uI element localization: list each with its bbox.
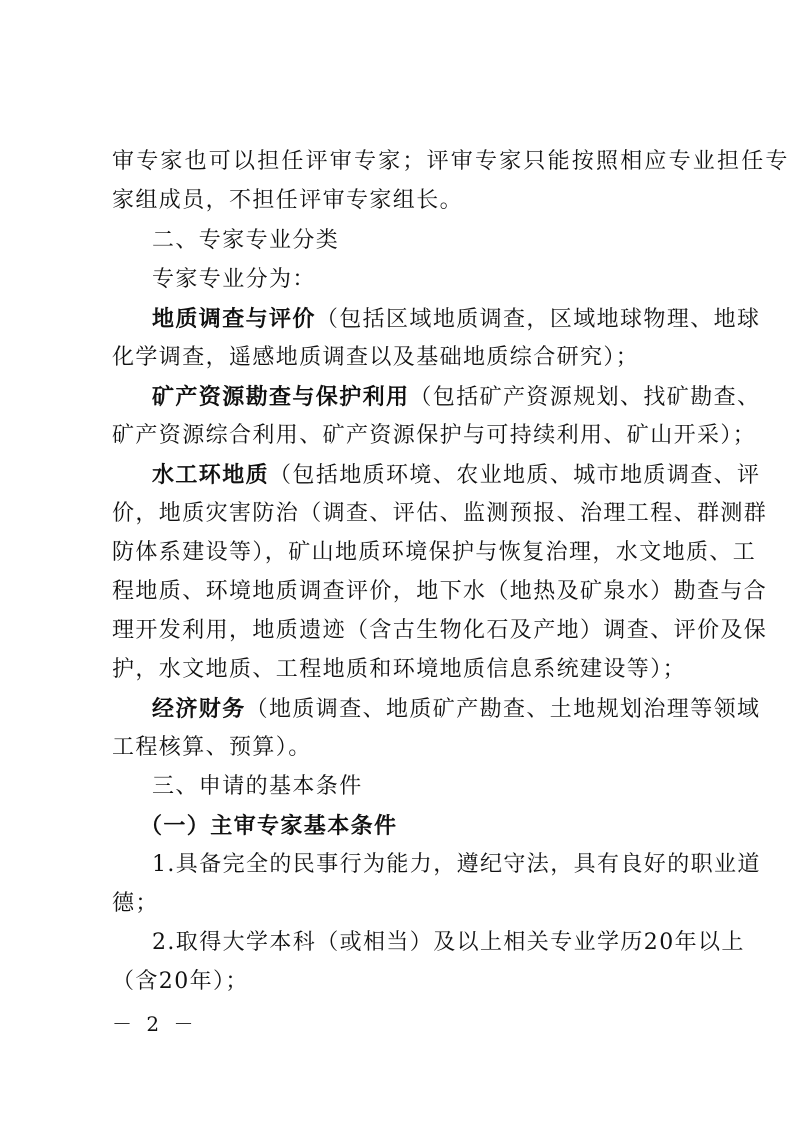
category-paragraph-line (152, 460, 760, 491)
category-description: （地质调查、地质矿产勘查、土地规划治理等领域 (245, 697, 761, 722)
paragraph-line: 工程核算、预算）。 (112, 735, 312, 760)
paragraph-line: 化学调查，遥感地质调查以及基础地质综合研究）； (112, 345, 640, 370)
paragraph-line: 专家专业分为： (152, 267, 316, 292)
section-heading: 二、专家专业分类 (152, 228, 340, 253)
category-term: 地质调查与评价 (152, 306, 316, 332)
list-item-line: 2.取得大学本科（或相当）及以上相关专业学历20年以上 (152, 930, 745, 955)
category-description: （包括矿产资源规划、找矿勘查、 (409, 385, 761, 410)
paragraph-line: 防体系建设等），矿山地质环境保护与恢复治理，水文地质、工 (112, 540, 757, 565)
category-paragraph-line (152, 382, 760, 413)
category-term: 水工环地质 (152, 462, 270, 488)
paragraph-line: 审专家也可以担任评审专家；评审专家只能按照相应专业担任专 (112, 149, 790, 174)
category-paragraph-line (152, 694, 760, 725)
paragraph-line: 护，水文地质、工程地质和环境地质信息系统建设等）； (112, 657, 687, 682)
paragraph-line: （含20年）； (112, 969, 249, 994)
page-number: － 2 － (112, 1012, 198, 1036)
paragraph-line: 矿产资源综合利用、矿产资源保护与可持续利用、矿山开采）； (112, 423, 757, 448)
category-term: 经济财务 (152, 696, 246, 722)
subsection-heading: （一）主审专家基本条件 (140, 813, 398, 839)
category-term: 矿产资源勘查与保护利用 (152, 384, 410, 410)
paragraph-line: 理开发利用，地质遗迹（含古生物化石及产地）调查、评价及保 (112, 618, 768, 643)
section-heading: 三、申请的基本条件 (152, 774, 363, 799)
paragraph-line: 家组成员，不担任评审专家组长。 (112, 188, 464, 213)
paragraph-line: 德； (112, 891, 159, 916)
paragraph-line: 价，地质灾害防治（调查、评估、监测预报、治理工程、群测群 (112, 501, 768, 526)
category-description: （包括区域地质调查，区域地球物理、地球 (315, 307, 761, 332)
category-paragraph-line (152, 304, 760, 335)
paragraph-line: 程地质、环境地质调查评价，地下水（地热及矿泉水）勘查与合 (112, 579, 768, 604)
category-description: （包括地质环境、农业地质、城市地质调查、评 (269, 463, 761, 488)
list-item-line: 1.具备完全的民事行为能力，遵纪守法，具有良好的职业道 (152, 852, 761, 877)
